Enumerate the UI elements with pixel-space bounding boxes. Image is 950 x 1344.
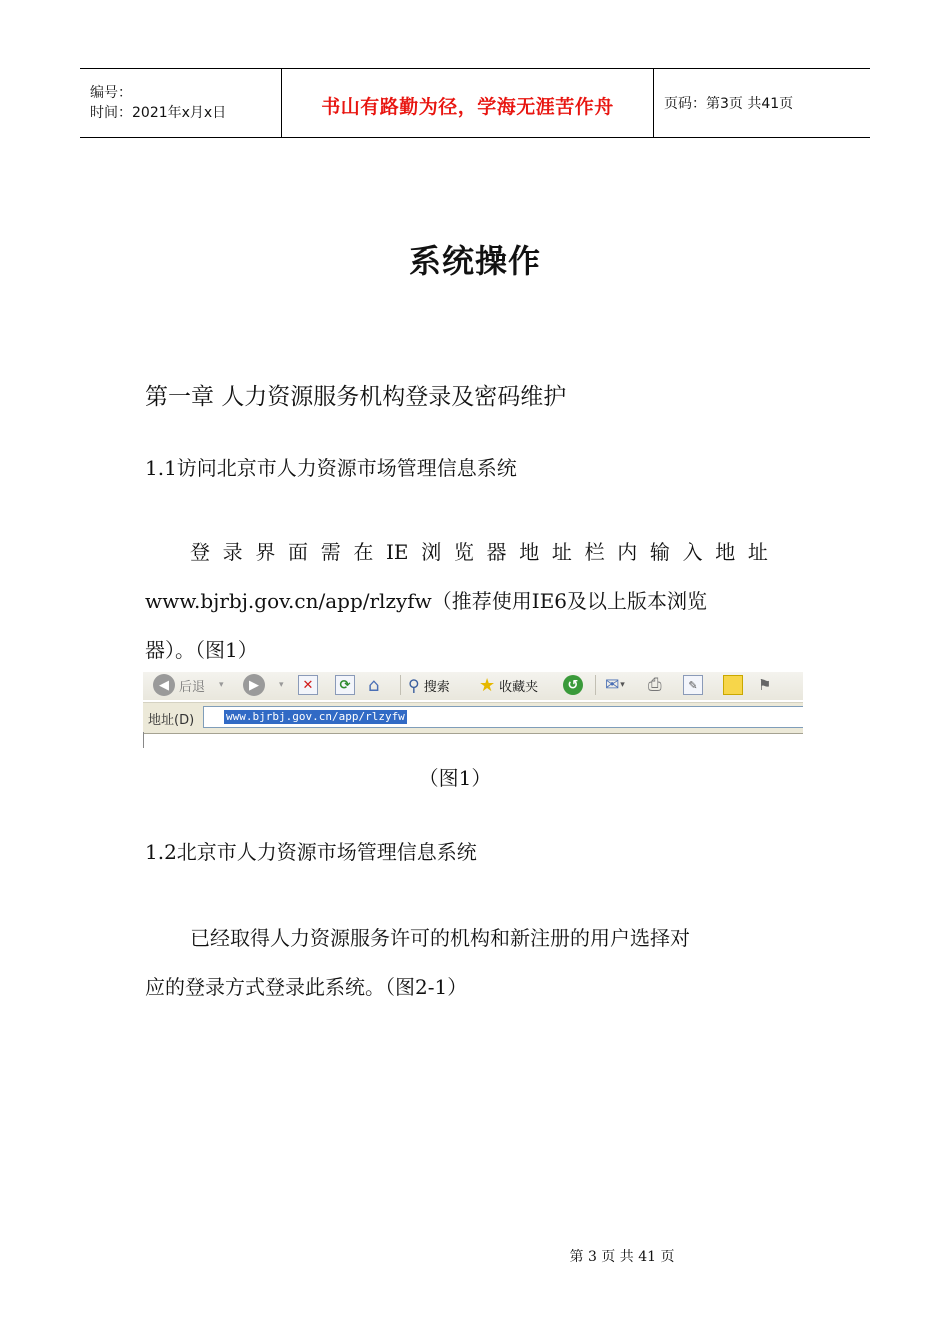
paragraph-char: 入 [682,540,703,564]
back-label: 后退 [179,679,206,695]
forward-icon: ▶ [243,674,265,696]
document-time-label: 时间：2021年x月x日 [90,105,227,121]
address-bar [143,702,803,734]
page-footer: 第 3 页 共 41 页 [569,1249,675,1265]
address-label: 地址(D) [148,713,195,728]
paragraph-char: 面 [288,540,309,564]
section-1-heading: 1.1访问北京市人力资源市场管理信息系统 [145,456,517,480]
mail-icon: ✉ [605,675,620,695]
document-number-label: 编号： [90,85,132,101]
browser-screenshot-figure [143,672,803,748]
chevron-down-icon: ▾ [279,680,284,690]
toolbar-divider [595,675,596,695]
back-icon: ◀ [153,674,175,696]
header-page-label: 页码：第3页 共41页 [664,96,794,112]
search-label: 搜索 [423,679,450,695]
paragraph-char: 界 [255,540,276,564]
edit-icon: ✎ [683,675,703,695]
print-button[interactable] [648,674,662,696]
stop-icon: ✕ [298,675,318,695]
paragraph-line-2: 应的登录方式登录此系统。（图2-1） [145,975,468,999]
paragraph-line-3: 器）。（图1） [145,638,258,662]
figure-caption: （图1） [418,766,492,790]
section-2-heading: 1.2北京市人力资源市场管理信息系统 [145,840,477,864]
page-header [80,68,870,138]
paragraph-char: 地 [715,540,736,564]
paragraph-char: 址 [551,540,572,564]
forward-button[interactable] [243,674,284,696]
paragraph-char: 内 [617,540,638,564]
search-icon: ⚲ [408,675,420,695]
page-edge-line [143,732,144,748]
home-icon: ⌂ [368,674,380,696]
paragraph-char: 录 [222,540,243,564]
paragraph-line-1: 已经取得人力资源服务许可的机构和新注册的用户选择对 [190,926,690,950]
paragraph-char: 登 [190,540,210,564]
history-button[interactable] [563,674,583,696]
home-button[interactable] [368,674,379,696]
paragraph-char: 器 [486,540,507,564]
section-1-paragraph [145,528,768,675]
paragraph-char: 览 [453,540,474,564]
header-motto: 书山有路勤为径，学海无涯苦作舟 [282,69,654,137]
paragraph-char: 浏 [421,540,442,564]
section-2-paragraph [145,914,768,1012]
browser-toolbar [143,672,803,700]
paragraph-char: 需 [320,540,341,564]
header-left-cell [80,69,282,137]
paragraph-char: IE [386,540,409,564]
favorites-star-icon: ★ [479,674,496,696]
refresh-button[interactable] [335,674,355,696]
messenger-icon: ⚑ [758,676,772,694]
paragraph-char: 栏 [584,540,605,564]
paragraph-char: 址 [747,540,768,564]
mail-button[interactable] [605,674,625,696]
paragraph-char: 地 [519,540,540,564]
history-icon: ↺ [563,675,583,695]
url-input[interactable] [203,706,803,728]
back-button[interactable] [153,674,224,696]
chevron-down-icon: ▾ [620,680,625,690]
toolbar-divider [400,675,401,695]
paragraph-char: 在 [353,540,374,564]
note-icon [723,675,743,695]
url-text: www.bjrbj.gov.cn/app/rlzyfw [226,710,405,723]
messenger-button[interactable] [758,674,771,696]
favorites-button[interactable] [479,674,538,696]
paragraph-line-2: www.bjrbj.gov.cn/app/rlzyfw（推荐使用IE6及以上版本浏览 [145,589,708,613]
paragraph-line-1 [145,528,768,577]
edit-button[interactable] [683,674,703,696]
favorites-label: 收藏夹 [499,679,539,695]
document-title: 系统操作 [408,242,541,280]
note-button[interactable] [723,674,743,696]
print-icon: ⎙ [648,675,662,695]
paragraph-char: 输 [649,540,670,564]
chapter-heading: 第一章 人力资源服务机构登录及密码维护 [145,384,567,410]
stop-button[interactable] [298,674,318,696]
refresh-icon: ⟳ [335,675,355,695]
search-button[interactable] [408,674,450,696]
chevron-down-icon: ▾ [219,680,224,690]
